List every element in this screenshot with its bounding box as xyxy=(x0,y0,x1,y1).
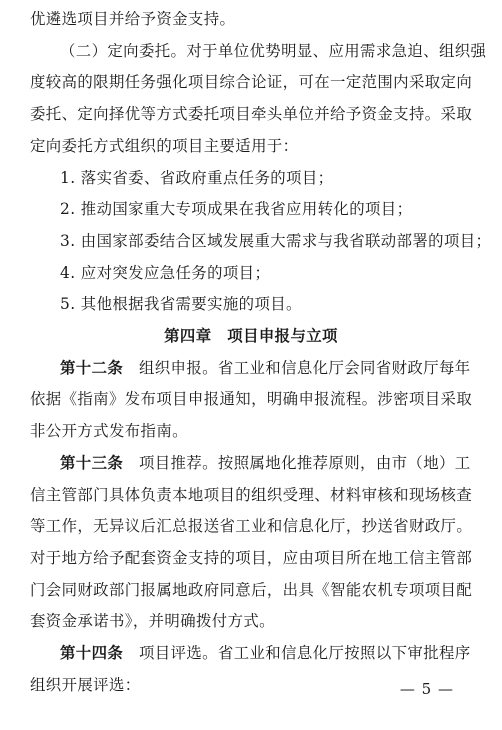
text-line: （二）定向委托。对于单位优势明显、应用需求急迫、组织强 xyxy=(60,41,487,60)
text-line: 依据《指南》发布项目申报通知，明确申报流程。涉密项目采取 xyxy=(30,390,473,409)
article-12-first-line xyxy=(30,353,472,385)
list-item: 5. 其他根据我省需要实施的项目。 xyxy=(60,295,302,314)
text-line: 委托、定向择优等方式委托项目牵头单位并给予资金支持。采取 xyxy=(30,105,473,124)
text-line: 等工作，无异议后汇总报送省工业和信息化厅，抄送省财政厅。 xyxy=(30,517,473,536)
text-line: 定向委托方式组织的项目主要适用于： xyxy=(30,136,299,155)
article-13-first-line xyxy=(30,448,472,480)
text-line: 非公开方式发布指南。 xyxy=(30,422,188,441)
text-line: 对于地方给予配套资金支持的项目，应由项目所在地工信主管部 xyxy=(30,548,473,567)
list-item: 3. 由国家部委结合区域发展重大需求与我省联动部署的项目； xyxy=(60,231,492,250)
text-line: 度较高的限期任务强化项目综合论证，可在一定范围内采取定向 xyxy=(30,73,473,92)
text-line: 信主管部门具体负责本地项目的组织受理、材料审核和现场核查 xyxy=(30,485,473,504)
article-14-first-line xyxy=(30,638,472,670)
chapter-title: 第四章 项目申报与立项 xyxy=(164,327,338,346)
page-number: — 5 — xyxy=(399,680,454,698)
text-line: 优遴选项目并给予资金支持。 xyxy=(30,10,236,28)
article-14-text: 项目评选。省工业和信息化厅按照以下审批程序 xyxy=(138,644,471,663)
article-12-text: 组织申报。省工业和信息化厅会同省财政厅每年 xyxy=(138,358,471,377)
list-item: 1. 落实省委、省政府重点任务的项目； xyxy=(60,168,334,187)
list-item: 4. 应对突发应急任务的项目； xyxy=(60,263,271,282)
article-13-text: 项目推荐。按照属地化推荐原则，由市（地）工 xyxy=(138,453,471,472)
text-line: 组织开展评选： xyxy=(30,675,141,694)
text-line: 门会同财政部门报属地政府同意后，出具《智能农机专项项目配 xyxy=(30,580,473,599)
article-14-label: 第十四条 xyxy=(60,644,124,663)
article-13-label: 第十三条 xyxy=(60,453,124,472)
list-item: 2. 推动国家重大专项成果在我省应用转化的项目； xyxy=(60,200,413,219)
article-12-label: 第十二条 xyxy=(60,358,124,377)
text-line: 套资金承诺书》，并明确拨付方式。 xyxy=(30,612,275,631)
